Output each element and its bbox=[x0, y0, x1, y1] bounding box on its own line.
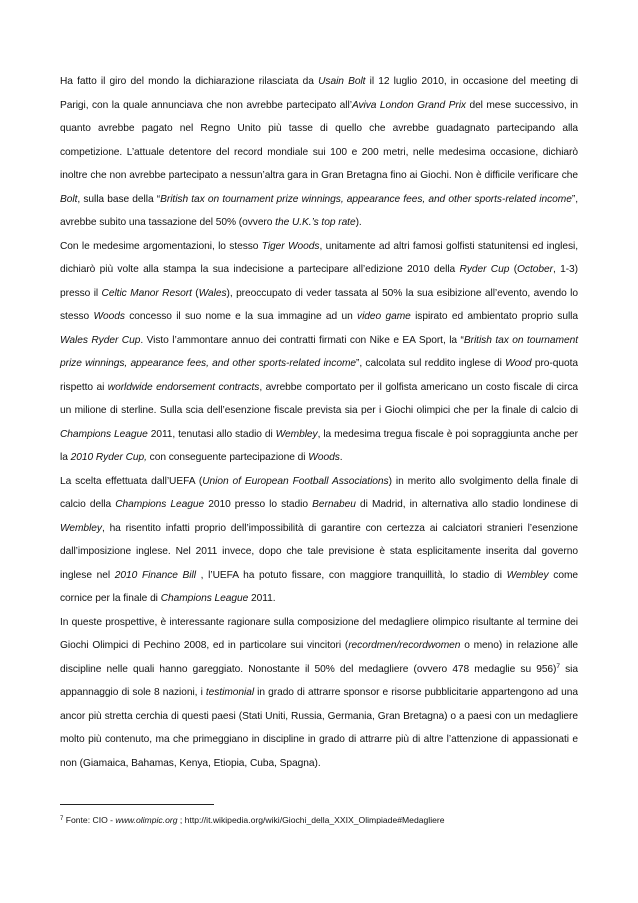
italic-run: British tax on tournament prize winnings, appearance fees, and other sports-related income bbox=[60, 334, 578, 369]
text-run: , 1-3) presso il bbox=[60, 264, 578, 299]
text-run: di Madrid, in alternativa allo stadio londinese di bbox=[355, 499, 579, 510]
paragraph-bolt bbox=[60, 70, 578, 235]
italic-run: 2010 Finance Bill bbox=[114, 569, 196, 581]
footnote-number: 7 bbox=[60, 816, 64, 822]
italic-run: Tiger Woods bbox=[261, 240, 320, 252]
text-run: Con le medesime argomentazioni, lo stesso bbox=[60, 240, 262, 252]
italic-run: Wembley bbox=[506, 569, 549, 581]
text-run: ( bbox=[191, 287, 199, 299]
text-run: ). bbox=[355, 217, 362, 228]
italic-run: worldwide endorsement contracts bbox=[107, 381, 260, 393]
text-run: 2011, tenutasi allo stadio di bbox=[147, 428, 276, 440]
text-run: ) in merito allo svolgimento della finale di calcio della bbox=[60, 475, 578, 510]
text-run: La scelta effettuata dall’UEFA ( bbox=[60, 475, 203, 487]
italic-run: Champions League bbox=[115, 499, 205, 510]
footnote-separator bbox=[60, 804, 214, 805]
italic-run: 2010 Ryder Cup, bbox=[70, 452, 147, 463]
text-run: In queste prospettive, è interessante ragionare sulla composizione del medagliere olimpico risultante al termine dei Giochi Olimpici di Pechino 2008, ed in particolare sui vincitori ( bbox=[60, 616, 578, 651]
text-run: , sulla base della “ bbox=[77, 193, 161, 205]
italic-run: testimonial bbox=[205, 687, 255, 698]
footnote bbox=[60, 814, 578, 826]
italic-run: Bernabeu bbox=[312, 499, 356, 510]
document-body bbox=[60, 70, 578, 775]
text-run: come cornice per la finale di bbox=[60, 569, 578, 604]
italic-run: Wembley bbox=[60, 522, 102, 534]
text-run: , avrebbe comportato per il golfista americano un costo fiscale di circa un milione di sterline. Sulla scia dell’esenzione fiscale prevista sia per i Giochi olimpici che per la finale di calcio di bbox=[60, 381, 578, 416]
text-run: ispirato ed ambientato proprio sulla bbox=[410, 311, 579, 322]
footnote-link[interactable]: www.olimpic.org bbox=[115, 815, 178, 825]
text-run: 2011. bbox=[248, 593, 276, 604]
italic-run: October bbox=[517, 264, 553, 275]
italic-run: Usain Bolt bbox=[318, 76, 366, 87]
footnote-suffix: ; http://it.wikipedia.org/wiki/Giochi_della_XXIX_Olimpiade#Medagliere bbox=[177, 815, 445, 825]
italic-run: Aviva London Grand Prix bbox=[351, 99, 466, 111]
italic-run: Wales Ryder Cup bbox=[60, 334, 141, 346]
italic-run: Wembley bbox=[275, 428, 318, 440]
italic-run: Woods bbox=[93, 311, 125, 322]
text-run: sia appannaggio di sole 8 nazioni, i bbox=[60, 663, 579, 698]
text-run: . Visto l’ammontare annuo dei contratti firmati con Nike e EA Sport, la “ bbox=[140, 334, 464, 346]
footnote-reference: 7 bbox=[556, 662, 560, 670]
text-run: in grado di attrarre sponsor e risorse pubblicitarie appartengono ad una ancor più stretta cerchia di questi paesi (Stati Uniti, Russia, Germania, Gran Bretagna) o a paesi con un medagliere molto più contenuto, ma che primeggiano in discipline in grado di attrarre più di altre l’attenzione di appassionati e non (Giamaica, Bahamas, Kenya, Etiopia, Cuba, Spagna). bbox=[60, 687, 578, 769]
paragraph-medagliere bbox=[60, 611, 578, 776]
text-run: . bbox=[339, 452, 343, 463]
text-run: Ha fatto il giro del mondo la dichiarazione rilasciata da bbox=[60, 76, 319, 87]
italic-run: Wales bbox=[198, 287, 227, 299]
text-run: ”, avrebbe subito una tassazione del 50% (ovvero bbox=[60, 193, 578, 228]
italic-run: Champions League bbox=[160, 593, 249, 604]
text-run: , l’UEFA ha potuto fissare, con maggiore tranquillità, lo stadio di bbox=[195, 569, 507, 581]
text-run: ”, calcolata sul reddito inglese di bbox=[356, 358, 506, 369]
text-run: ( bbox=[509, 264, 518, 275]
text-run: 2010 presso lo stadio bbox=[204, 499, 313, 510]
italic-run: video game bbox=[357, 311, 411, 322]
italic-run: Bolt bbox=[60, 193, 78, 205]
italic-run: Celtic Manor Resort bbox=[101, 287, 192, 299]
text-run: del mese successivo, in quanto avrebbe pagato nel Regno Unito più tasse di quello che avrebbe guadagnato partecipando alla competizione. L’attuale detentore del record mondiale sui 100 e 200 metri, nelle medesima occasione, dichiarò inoltre che non avrebbe partecipato a nessun’altra gara in Gran Bretagna fino ai Giochi. Non è difficile verificare che bbox=[60, 99, 578, 181]
text-run: , unitamente ad altri famosi golfisti statunitensi ed inglesi, dichiarò più volte alla stampa la sua indecisione a partecipare all’edizione 2010 della bbox=[60, 240, 578, 275]
italic-run: recordmen/recordwomen bbox=[348, 640, 461, 651]
text-run: con conseguente partecipazione di bbox=[146, 452, 309, 463]
text-run: il 12 luglio 2010, in occasione del meeting di Parigi, con la quale annunciava che non avrebbe partecipato all’ bbox=[60, 76, 578, 111]
text-run: ), preoccupato di veder tassata al 50% la sua esibizione all’evento, avendo lo stesso bbox=[60, 287, 578, 322]
italic-run: Wood bbox=[505, 358, 532, 369]
italic-run: Union of European Football Associations bbox=[202, 475, 389, 487]
footnote-prefix: Fonte: CIO - bbox=[63, 815, 116, 825]
text-run: o meno) in relazione alle discipline nelle quali hanno gareggiato. Nonostante il 50% del medagliere (ovvero 478 medaglie su 956) bbox=[60, 640, 578, 675]
italic-run: Ryder Cup bbox=[459, 264, 510, 275]
paragraph-uefa bbox=[60, 470, 578, 611]
paragraph-woods bbox=[60, 235, 578, 470]
italic-run: Champions League bbox=[60, 428, 148, 440]
text-run: concesso il suo nome e la sua immagine ad un bbox=[124, 311, 358, 322]
italic-run: British tax on tournament prize winnings, appearance fees, and other sports-related income bbox=[160, 193, 572, 205]
text-run: pro-quota rispetto ai bbox=[60, 358, 578, 393]
italic-run: Woods bbox=[308, 452, 340, 463]
text-run: , ha risentito infatti proprio dell’impossibilità di garantire con certezza ai calciatori stranieri l’esenzione dall’imposizione inglese. Nel 2011 invece, dopo che tale previsione è stata esplicitamente inserita dal governo inglese nel bbox=[60, 522, 578, 581]
italic-run: the U.K.’s top rate bbox=[275, 217, 356, 228]
text-run: , la medesima tregua fiscale è poi sopraggiunta anche per la bbox=[60, 428, 578, 463]
